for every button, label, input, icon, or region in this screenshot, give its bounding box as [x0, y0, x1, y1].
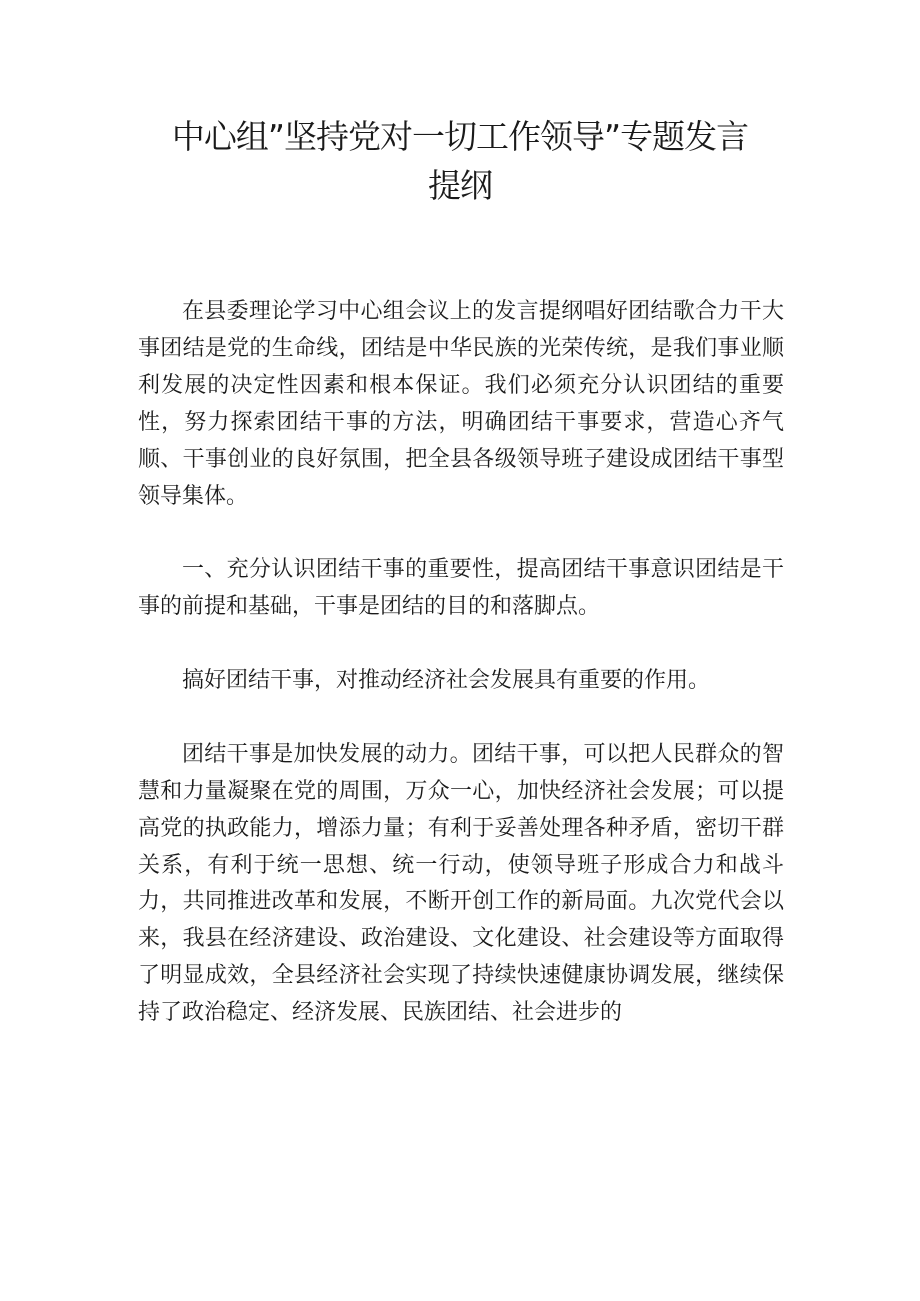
title-line-1: 中心组”坚持党对一切工作领导”专题发言 [171, 117, 749, 156]
paragraph-unity-effect: 搞好团结干事，对推动经济社会发展具有重要的作用。 [182, 668, 711, 694]
title-line-2: 提纲 [428, 166, 492, 205]
paragraph-unity-driver: 团结干事是加快发展的动力。团结干事，可以把人民群众的智慧和力量凝聚在党的周围，万众一心，加快经济社会发展；可以提高党的执政能力，增添力量；有利于妥善处理各种矛盾，密切干群关系，有利于统一思想、统一行动，使领导班子形成合力和战斗力，共同推进改革和发展，不断开创工作的新局面。九次党代会以来，我县在经济建设、政治建设、文化建设、社会建设等方面取得了明显成效，全县经济社会实现了持续快速健康协调发展，继续保持了政治稳定、经济发展、民族团结、社会进步的 [138, 741, 784, 1026]
paragraph-intro: 在县委理论学习中心组会议上的发言提纲唱好团结歌合力干大事团结是党的生命线，团结是中华民族的光荣传统，是我们事业顺利发展的决定性因素和根本保证。我们必须充分认识团结的重要性，努力探索团结干事的方法，明确团结干事要求，营造心齐气顺、干事创业的良好氛围，把全县各级领导班子建设成团结干事型领导集体。 [138, 299, 784, 509]
page-title [100, 112, 820, 210]
paragraph-section-one: 一、充分认识团结干事的重要性，提高团结干事意识团结是干事的前提和基础，干事是团结的目的和落脚点。 [138, 557, 784, 620]
document-body [138, 294, 784, 1032]
